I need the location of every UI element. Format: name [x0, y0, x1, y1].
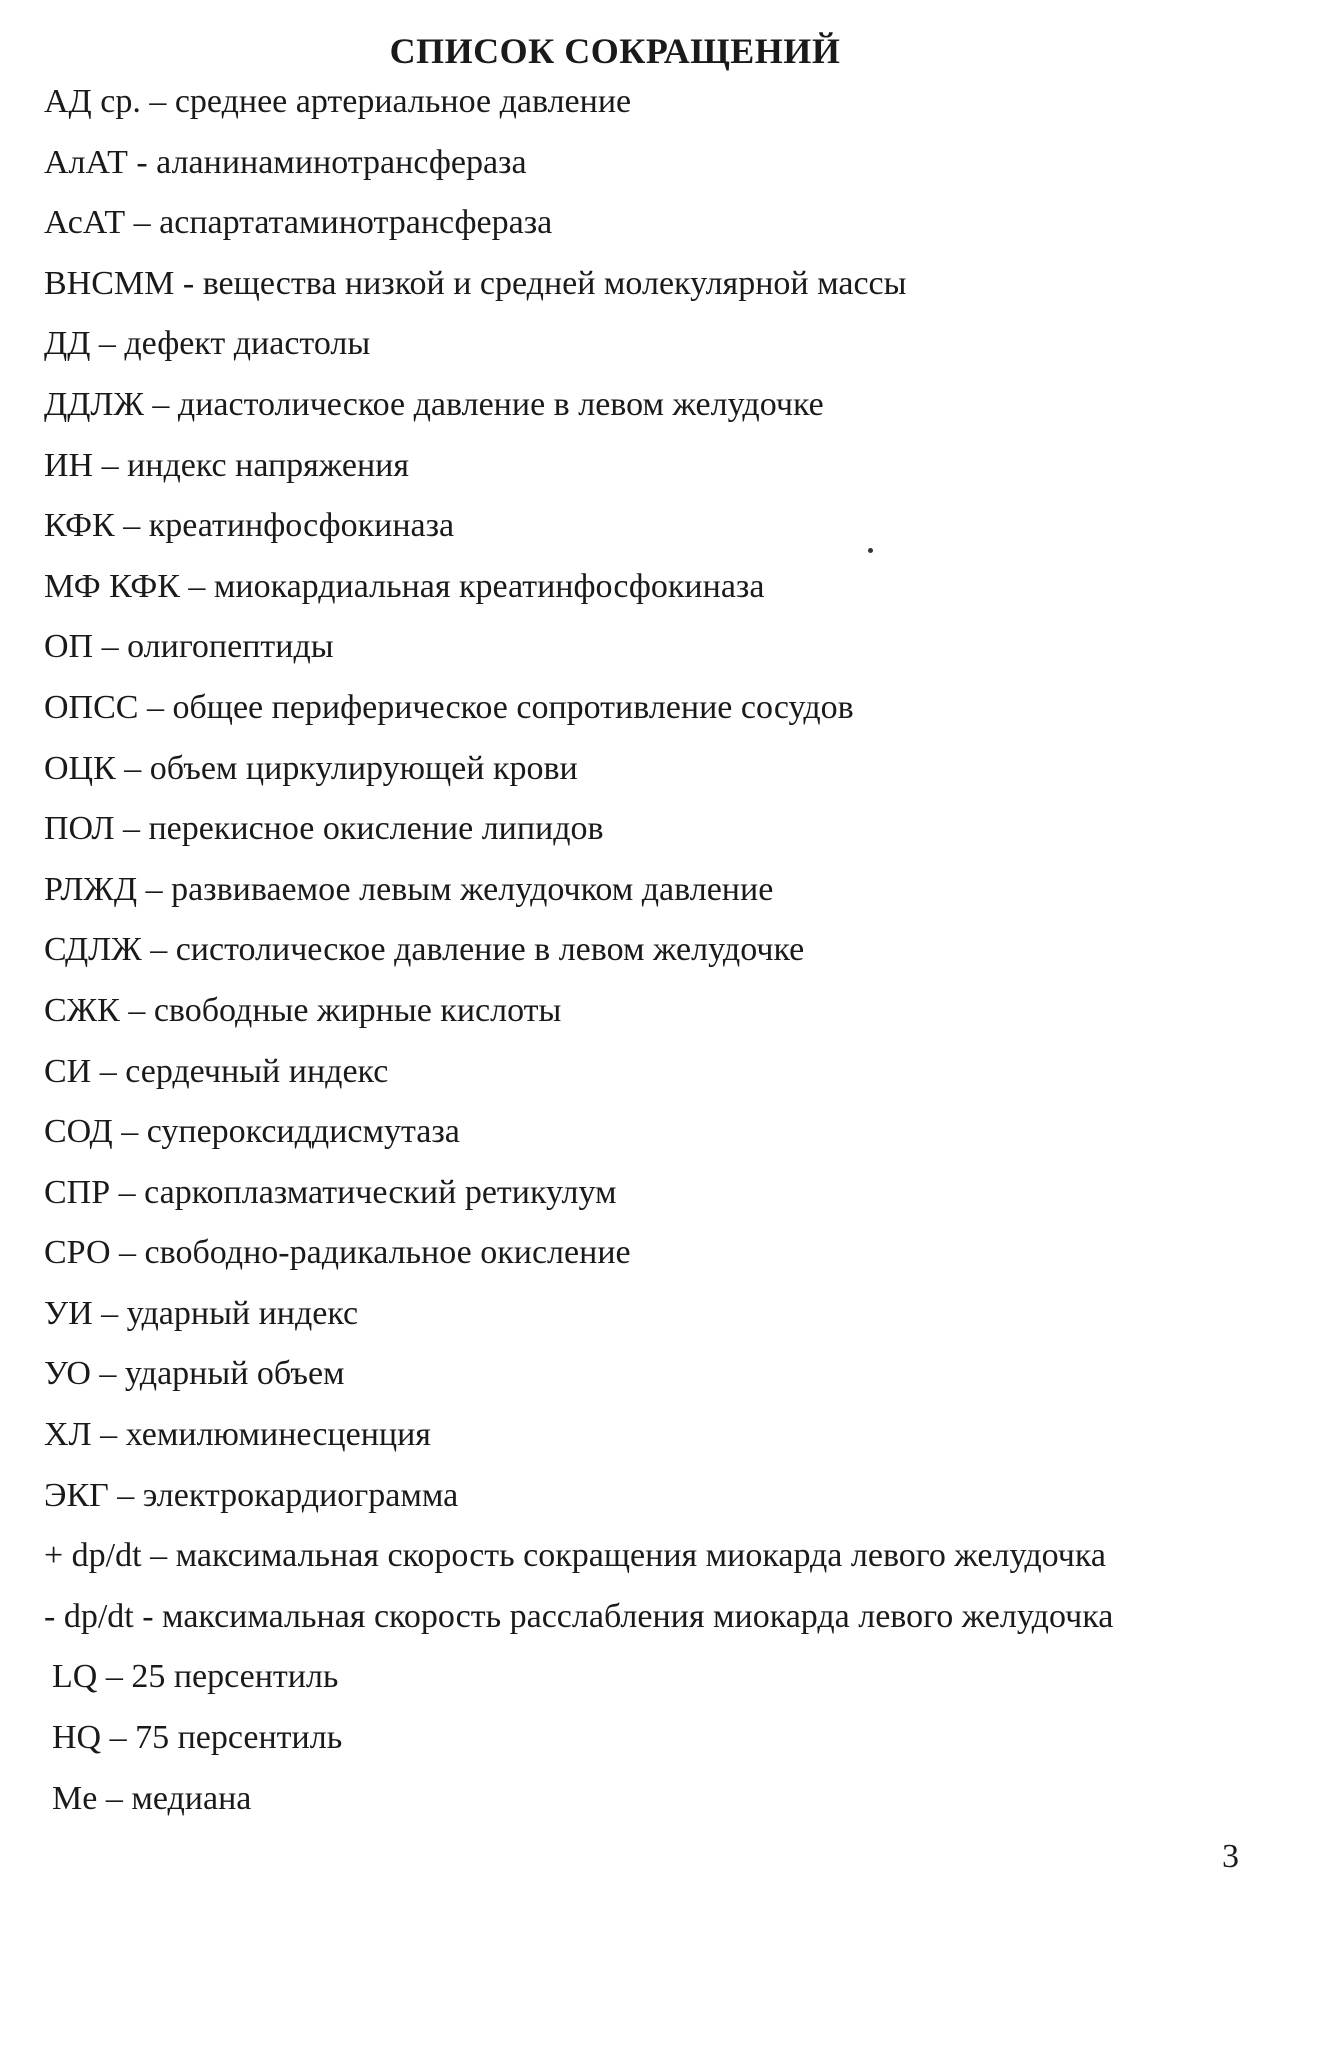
list-item: ВНСММ - вещества низкой и средней молекулярной массы	[44, 264, 907, 302]
list-item: УО – ударный объем	[44, 1355, 345, 1393]
list-item: КФК – креатинфосфокиназа	[44, 507, 455, 545]
list-item: HQ – 75 персентиль	[52, 1719, 343, 1757]
list-item: ДД – дефект диастолы	[44, 325, 371, 363]
list-item: ПОЛ – перекисное окисление липидов	[44, 810, 604, 848]
page-title: СПИСОК СОКРАЩЕНИЙ	[389, 31, 841, 71]
list-item: СОД – супероксиддисмутаза	[44, 1113, 460, 1151]
list-item: ИН – индекс напряжения	[44, 446, 409, 484]
list-item: - dp/dt - максимальная скорость расслабления миокарда левого желудочка	[44, 1597, 1114, 1635]
list-item: + dp/dt – максимальная скорость сокращения миокарда левого желудочка	[44, 1537, 1106, 1575]
list-item: УИ – ударный индекс	[44, 1294, 359, 1332]
scan-speck	[868, 548, 873, 553]
list-item: ОПСС – общее периферическое сопротивление сосудов	[44, 688, 854, 726]
list-item: АсАТ – аспартатаминотрансфераза	[44, 204, 553, 242]
list-item: СИ – сердечный индекс	[44, 1052, 389, 1090]
abbreviation-list	[44, 78, 1244, 1835]
list-item: ОП – олигопептиды	[44, 628, 334, 666]
list-item: СДЛЖ – систолическое давление в левом желудочке	[44, 931, 805, 969]
list-item: LQ – 25 персентиль	[52, 1658, 339, 1696]
list-item: ДДЛЖ – диастолическое давление в левом желудочке	[44, 385, 824, 423]
list-item: ХЛ – хемилюминесценция	[44, 1416, 431, 1454]
list-item: СРО – свободно-радикальное окисление	[44, 1234, 631, 1272]
page-number: 3	[1222, 1838, 1239, 1875]
list-item: РЛЖД – развиваемое левым желудочком давление	[44, 870, 774, 908]
list-item: ОЦК – объем циркулирующей крови	[44, 749, 578, 787]
list-item: СЖК – свободные жирные кислоты	[44, 991, 562, 1029]
list-item: АД ср. – среднее артериальное давление	[44, 83, 632, 120]
list-item: Me – медиана	[52, 1779, 252, 1817]
list-item: АлАТ - аланинаминотрансфераза	[44, 143, 527, 181]
list-item: МФ КФК – миокардиальная креатинфосфокиназа	[44, 567, 765, 605]
list-item: ЭКГ – электрокардиограмма	[44, 1476, 459, 1514]
list-item: СПР – саркоплазматический ретикулум	[44, 1173, 617, 1211]
